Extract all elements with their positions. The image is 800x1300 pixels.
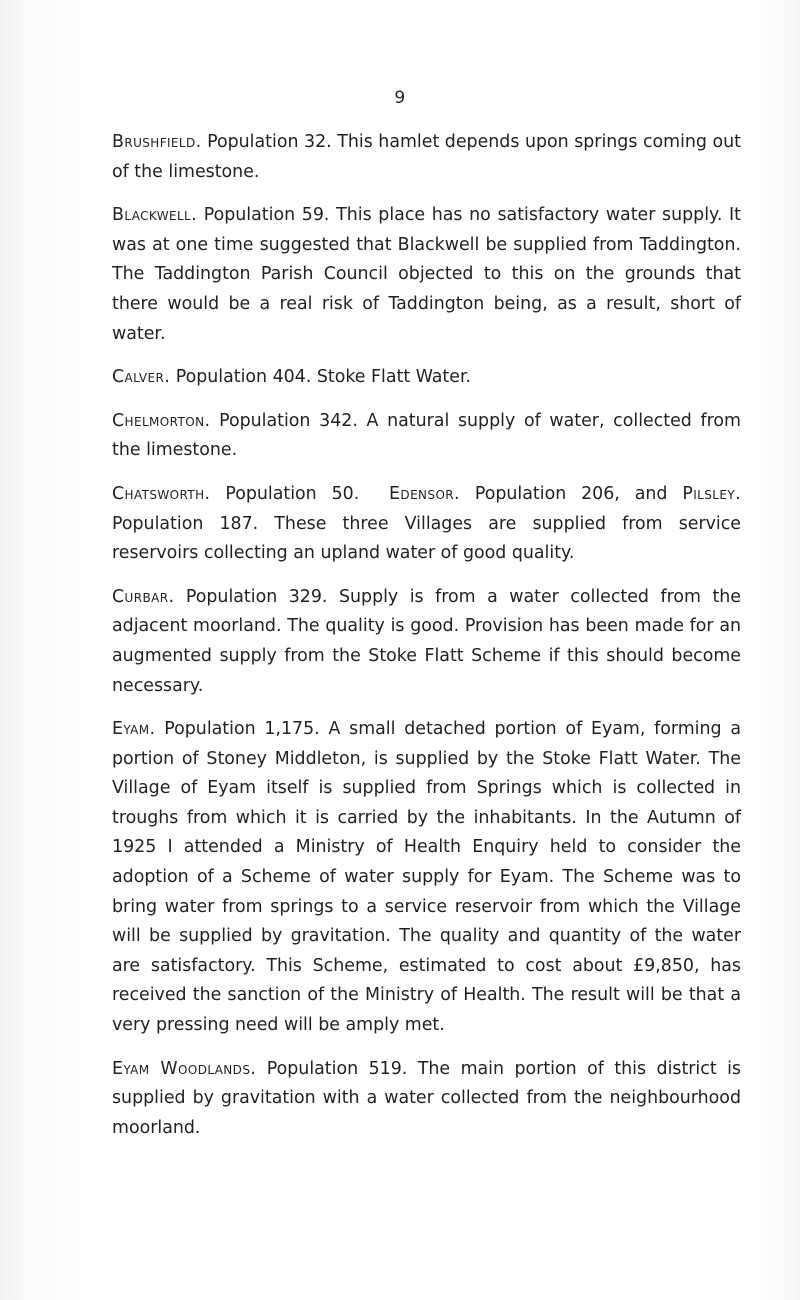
place-name: Eyam. bbox=[112, 719, 156, 740]
paragraph-eyam bbox=[112, 715, 741, 1041]
place-name: Calver. bbox=[112, 367, 171, 388]
place-name: Pilsley. bbox=[682, 483, 741, 504]
paragraph-text: Population 519. The main portion of this district is supplied by gravitation with a water collected from the neighbourhood moorland. bbox=[112, 1058, 741, 1138]
paragraph-chatsworth-edensor-pilsley bbox=[112, 480, 741, 569]
paragraph-text: Population 342. A natural supply of water, collected from the limestone. bbox=[112, 410, 741, 461]
place-name: Eyam Woodlands. bbox=[112, 1058, 257, 1079]
paragraph-blackwell bbox=[112, 201, 741, 349]
paragraph-text: Population 1,175. A small detached portion of Eyam, forming a portion of Stoney Middleton, is supplied by the Stoke Flatt Water. The Village of Eyam itself is supplied from Springs which is collected in troughs from which it is carried by the inhabitants. In the Autumn of 1925 I attended a Ministry of Health Enquiry held to consider the adoption of a Scheme of water supply for Eyam. The Scheme was to bring water from springs to a service reservoir from which the Village will be supplied by gravitation. The quality and quantity of the water are satisfactory. This Scheme, estimated to cost about £9,850, has received the sanction of the Ministry of Health. The result will be that a very pressing need will be amply met. bbox=[112, 719, 741, 1036]
paragraph-text: Population 206, and bbox=[459, 483, 668, 504]
place-name: Chatsworth. bbox=[112, 483, 211, 504]
place-name: Edensor. bbox=[389, 483, 460, 504]
place-name: Blackwell. bbox=[112, 205, 198, 226]
paragraph-text: Population 329. Supply is from a water collected from the adjacent moorland. The quality is good. Provision has been made for an augmented supply from the Stoke Flatt Scheme if this should become necessary. bbox=[112, 586, 741, 696]
paragraph-chelmorton bbox=[112, 407, 741, 466]
paragraph-text: Population 50. bbox=[210, 483, 360, 504]
paragraph-calver bbox=[112, 363, 741, 393]
paragraph-eyam-woodlands bbox=[112, 1055, 741, 1144]
page-number: 9 bbox=[394, 88, 406, 108]
place-name: Curbar. bbox=[112, 586, 175, 607]
place-name: Chelmorton. bbox=[112, 410, 211, 431]
paragraph-text: Population 404. Stoke Flatt Water. bbox=[170, 367, 472, 388]
paragraph-curbar bbox=[112, 583, 741, 701]
body-text bbox=[112, 128, 741, 1157]
paragraph-text: Population 187. These three Villages are supplied from service reservoirs collecting an upland water of good quality. bbox=[112, 513, 741, 564]
paragraph-text: Population 59. This place has no satisfactory water supply. It was at one time suggested that Blackwell be supplied from Taddington. The Taddington Parish Council objected to this on the grounds that there would be a real risk of Taddington being, as a result, short of water. bbox=[112, 205, 741, 344]
paragraph-text: Population 32. This hamlet depends upon springs coming out of the limestone. bbox=[112, 132, 741, 182]
paragraph-brushfield bbox=[112, 128, 741, 187]
place-name: Brushfield. bbox=[112, 132, 202, 152]
